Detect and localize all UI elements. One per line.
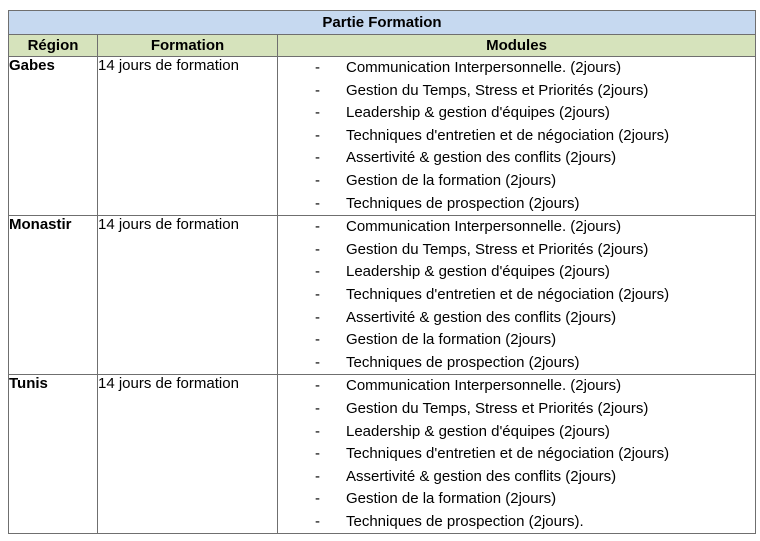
bullet-dash: - [315, 353, 320, 371]
module-item: - Techniques d'entretien et de négociation (2jours) [278, 125, 755, 148]
bullet-dash: - [315, 490, 320, 508]
training-table [8, 10, 756, 534]
module-item: - Techniques de prospection (2jours). [278, 511, 755, 534]
modules-cell [278, 375, 756, 534]
module-item: - Gestion de la formation (2jours) [278, 329, 755, 352]
bullet-dash: - [315, 308, 320, 326]
header-region: Région [9, 35, 98, 57]
table-row [9, 375, 756, 534]
bullet-dash: - [315, 422, 320, 440]
region-cell: Tunis [9, 375, 98, 534]
module-item: - Communication Interpersonnelle. (2jours) [278, 57, 755, 80]
bullet-dash: - [315, 59, 320, 76]
bullet-dash: - [315, 218, 320, 236]
module-item: - Gestion du Temps, Stress et Priorités (2jours) [278, 398, 755, 421]
bullet-dash: - [315, 399, 320, 417]
bullet-dash: - [315, 285, 320, 303]
module-item: - Communication Interpersonnelle. (2jours) [278, 375, 755, 398]
table-title: Partie Formation [9, 11, 756, 35]
bullet-dash: - [315, 445, 320, 463]
module-item: - Techniques d'entretien et de négociation (2jours) [278, 443, 755, 466]
bullet-dash: - [315, 467, 320, 485]
header-formation: Formation [98, 35, 278, 57]
table-row [9, 216, 756, 375]
module-item: - Assertivité & gestion des conflits (2jours) [278, 466, 755, 489]
bullet-dash: - [315, 377, 320, 395]
bullet-dash: - [315, 126, 320, 144]
modules-cell [278, 216, 756, 375]
bullet-dash: - [315, 104, 320, 122]
module-item: - Techniques de prospection (2jours) [278, 193, 755, 216]
bullet-dash: - [315, 149, 320, 167]
module-item: - Leadership & gestion d'équipes (2jours) [278, 102, 755, 125]
module-item: - Gestion du Temps, Stress et Priorités (2jours) [278, 239, 755, 262]
modules-list [278, 216, 755, 374]
modules-cell [278, 57, 756, 216]
module-item: - Assertivité & gestion des conflits (2jours) [278, 147, 755, 170]
bullet-dash: - [315, 194, 320, 212]
module-item: - Gestion du Temps, Stress et Priorités (2jours) [278, 80, 755, 103]
module-item: - Techniques de prospection (2jours) [278, 352, 755, 375]
header-modules: Modules [278, 35, 756, 57]
table-row [9, 57, 756, 216]
region-cell: Gabes [9, 57, 98, 216]
bullet-dash: - [315, 331, 320, 349]
modules-list [278, 57, 755, 215]
module-item: - Gestion de la formation (2jours) [278, 170, 755, 193]
formation-cell: 14 jours de formation [98, 57, 278, 216]
bullet-dash: - [315, 240, 320, 258]
module-item: - Gestion de la formation (2jours) [278, 488, 755, 511]
module-item: - Leadership & gestion d'équipes (2jours) [278, 261, 755, 284]
modules-list [278, 375, 755, 533]
bullet-dash: - [315, 512, 320, 530]
module-item: - Techniques d'entretien et de négociation (2jours) [278, 284, 755, 307]
region-cell: Monastir [9, 216, 98, 375]
module-item: - Communication Interpersonnelle. (2jours) [278, 216, 755, 239]
formation-cell: 14 jours de formation [98, 216, 278, 375]
formation-cell: 14 jours de formation [98, 375, 278, 534]
module-item: - Assertivité & gestion des conflits (2jours) [278, 307, 755, 330]
module-item: - Leadership & gestion d'équipes (2jours) [278, 421, 755, 444]
bullet-dash: - [315, 81, 320, 99]
bullet-dash: - [315, 263, 320, 281]
bullet-dash: - [315, 171, 320, 189]
